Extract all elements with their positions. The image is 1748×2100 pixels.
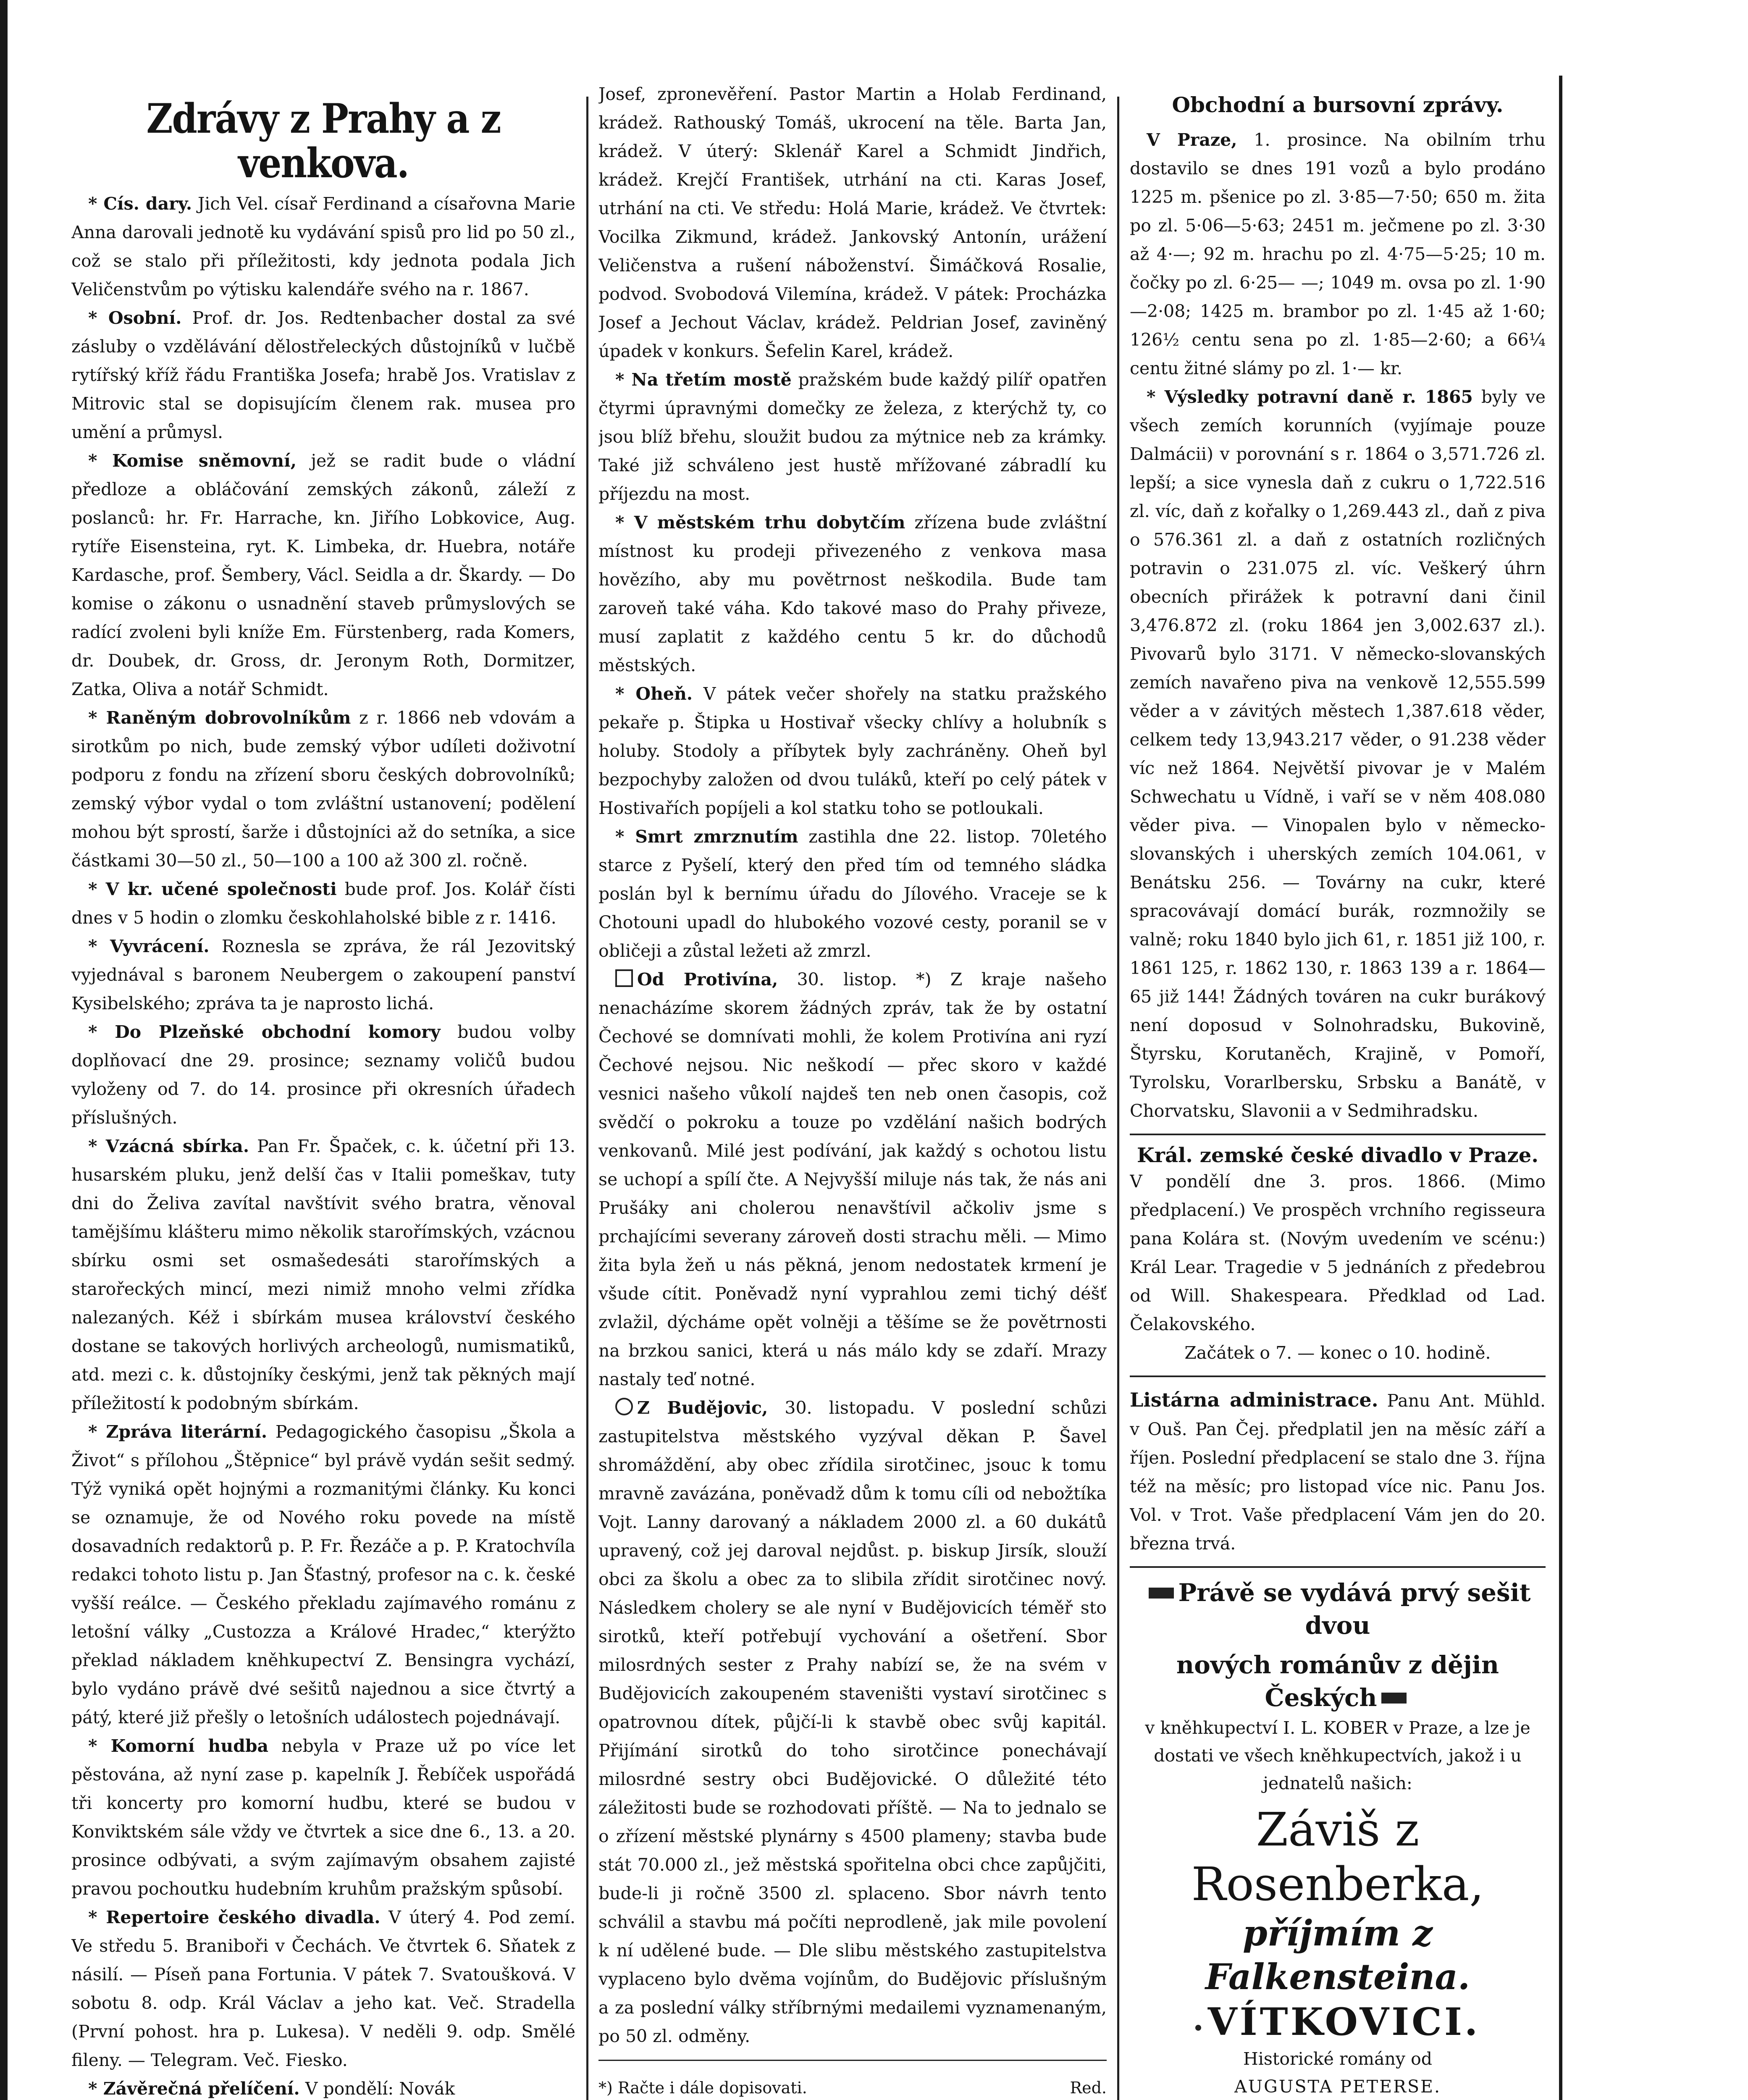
bullet-icon bbox=[1195, 2025, 1201, 2031]
column-rule bbox=[586, 97, 588, 2100]
asterisk-marker-icon: * bbox=[88, 451, 113, 471]
news-item-text: zřízena bude zvláštní místnost ku prodeji přivezeného z venkova masa hovězího, aby mu povětrnost neškodila. Bude tam zaroveň také váha. Kdo takové maso do Prahy přiveze, musí zaplatit z každého centu 5 kr. do důchodů městských. bbox=[598, 512, 1107, 675]
news-item bbox=[71, 1903, 575, 2074]
asterisk-marker-icon: * bbox=[615, 370, 632, 390]
advert-book-subtitle: příjmím z Falkensteina. bbox=[1205, 1912, 1470, 1998]
news-item-text: Pan Fr. Špaček, c. k. účetní při 13. husarském pluku, jenž delší čas v Italii pomeškav, tuty dni do Želiva zavítal navštívit svého bratra, věnoval tamějšímu klášteru mimo několik starořímských, vzácnou sbírku osmi set osmašedesáti starořímských a starořeckých mincí, mezi nimiž mnoho velmi zřídka nalezaných. Kéž i sbírkám musea království českého dostane se takových horlivých archeologů, numismatiků, atd. mezi c. k. důstojníky českými, jenž tak pěkných mají příležitostí k podobným sbírkám. bbox=[71, 1136, 575, 1414]
news-item bbox=[71, 1132, 575, 1418]
advert-second-title bbox=[1130, 1999, 1546, 2045]
advert-line: Právě se vydává prvý sešit dvou bbox=[1178, 1578, 1531, 1640]
asterisk-marker-icon: * bbox=[88, 308, 108, 328]
news-item bbox=[598, 822, 1107, 965]
news-item-heading: Smrt zmrznutím bbox=[635, 827, 798, 847]
footnote-signature: Red. bbox=[1070, 2079, 1107, 2097]
news-item bbox=[598, 1394, 1107, 2050]
news-item-heading: Oheň. bbox=[635, 684, 693, 704]
news-item bbox=[71, 2074, 575, 2100]
theatre-times: Začátek o 7. — konec o 10. hodině. bbox=[1184, 1343, 1491, 1363]
news-item-text: V pondělí: Novák bbox=[305, 2079, 455, 2099]
admin-text: Panu Ant. Mühld. v Ouš. Pan Čej. předplatil jen na měsíc září a říjen. Poslední předplacení se stalo dne 3. října též na měsíc; pro listopad více nic. Panu Jos. Vol. v Trot. Vaše předplacení Vám jen do 20. března trvá. bbox=[1130, 1391, 1546, 1554]
asterisk-marker-icon: * bbox=[1147, 387, 1165, 407]
news-item bbox=[71, 932, 575, 1018]
news-item-text: 1. prosince. Na obilním trhu dostavilo se dnes 191 vozů a bylo prodáno 1225 m. pšenice po zl. 3·85—7·50; 650 m. žita po zl. 5·06—5·63; 2451 m. ječmene po zl. 3·30 až 4·—; 92 m. hrachu po zl. 4·75—5·25; 10 m. čočky po zl. 6·25— —; 1049 m. ovsa po zl. 1·90—2·08; 1425 m. brambor po zl. 1·45 až 1·60; 126½ centu sena po zl. 1·85—2·60; a 66¼ centu žitné slámy po zl. 1·— kr. bbox=[1130, 130, 1546, 378]
column-commerce bbox=[1130, 80, 1546, 2100]
news-item-heading: Zpráva literární. bbox=[106, 1422, 268, 1442]
news-item-text: jež se radit bude o vládní předloze a obláčování zemských zákonů, záleží z poslanců: hr. Fr. Harrache, kn. Jiřího Lobkovice, Aug. rytíře Eisensteina, ryt. K. Limbeka, dr. Huebra, notáře Kardasche, prof. Šembery, Václ. Seidla a dr. Škardy. — Do komise o zákonu o usnadnění staveb průmyslových se radící zvoleni byli kníže Em. Fürstenberg, rada Komers, dr. Doubek, dr. Gross, dr. Jeronym Roth, Dormitzer, Zatka, Oliva a notář Schmidt. bbox=[71, 451, 575, 700]
news-item bbox=[71, 1418, 575, 1732]
news-item-heading: Repertoire českého divadla. bbox=[106, 1907, 381, 1928]
news-item bbox=[598, 365, 1107, 508]
divider bbox=[598, 2060, 1107, 2061]
admin-heading: Listárna administrace. bbox=[1130, 1389, 1378, 1411]
divider bbox=[1130, 1566, 1546, 1568]
footnote bbox=[598, 2074, 1107, 2100]
news-list bbox=[71, 189, 575, 2100]
section-title: Zdrávy z Prahy a z venkova. bbox=[146, 95, 501, 187]
news-item bbox=[598, 508, 1107, 680]
news-item bbox=[71, 1018, 575, 1132]
advert-headline bbox=[1130, 1576, 1546, 1642]
news-item-heading: Do Plzeňské obchodní komory bbox=[115, 1022, 441, 1042]
news-item-text: byly ve všech zemích korunních (vyjímaje pouze Dalmácii) v porovnání s r. 1864 o 3,571.726 zl. lepší; a sice vynesla daň z cukru o 1,722.516 zl. víc, daň z kořalky o 1,269.443 zl., daň z piva o 576.361 zl. a daň z ostatních rozličných potravin o 231.075 zl. víc. Veškerý úhrn obecních přirážek k potravní dani činil 3,476.872 zl. (roku 1864 jen 3,002.637 zl.). Pivovarů bylo 3171. V německo-slovanských zemích navařeno piva na venkově 12,555.599 věder a v závitých městech 1,387.618 věder, celkem tedy 13,943.217 věder, o 91.238 věder víc než 1864. Největší pivovar je v Malém Schwechatu u Vídně, i vaří se v něm 408.080 věder piva. — Vinopalen bylo v německo-slovanských i uherských zemích 104.061, v Benátsku 256. — Továrny na cukr, které spracovávají domácí burák, rozmnožily se valně; roku 1840 bylo jich 61, r. 1851 již 100, r. 1861 125, r. 1862 130, r. 1863 139 a r. 1864—65 již 144! Žádných továren na cukr burákový není doposud v Solnohradsku, Bukovině, Štyrsku, Korutaněch, Krajině, v Pomoří, Tyrolsku, Vorarlbersku, Srbsku a Banátě, v Chorvatsku, Slavonii a v Sedmihradsku. bbox=[1130, 387, 1546, 1121]
news-item-heading: Cís. dary. bbox=[103, 194, 192, 214]
news-list bbox=[598, 365, 1107, 2050]
circle-marker-icon bbox=[615, 1398, 633, 1415]
news-item bbox=[71, 446, 575, 704]
scan-border-right bbox=[1559, 76, 1562, 2100]
news-list bbox=[1130, 126, 1546, 1125]
asterisk-marker-icon: * bbox=[88, 708, 106, 728]
news-item-text: bude prof. Jos. Kolář čísti dnes v 5 hodin o zlomku českohlaholské bible z r. 1416. bbox=[71, 879, 575, 928]
news-item-heading: V městském trhu dobytčím bbox=[634, 512, 905, 533]
advert-second-title-text: VÍTKOVICI. bbox=[1207, 2000, 1480, 2044]
court-list-continued: Josef, zpronevěření. Pastor Martin a Holab Ferdinand, krádež. Rathouský Tomáš, ukrocení na těle. Barta Jan, krádež. V úterý: Sklenář Karel a Schmidt Jindřich, krádež. Krejčí František, utrhání na cti. Karas Josef, utrhání na cti. Ve středu: Holá Marie, krádež. Ve čtvrtek: Vocilka Zikmund, krádež. Jankovský Antonín, urážení Veličenstva a rušení náboženství. Šimáčková Rosalie, podvod. Svobodová Vilemína, krádež. V pátek: Procházka Josef a Jechout Václav, krádež. Peldrian Josef, zaviněný úpadek v konkurs. Šefelin Karel, krádež. bbox=[598, 84, 1107, 361]
news-item bbox=[71, 189, 575, 304]
asterisk-marker-icon: * bbox=[88, 1907, 106, 1928]
news-item-heading: Vzácná sbírka. bbox=[105, 1136, 249, 1157]
theatre-heading: Král. zemské české divadlo v Praze. bbox=[1136, 1144, 1539, 1167]
news-item-heading: V Praze, bbox=[1147, 130, 1237, 150]
asterisk-marker-icon: * bbox=[88, 194, 104, 214]
asterisk-marker-icon: * bbox=[615, 512, 634, 533]
news-item bbox=[71, 1732, 575, 1903]
news-item-heading: Raněným dobrovolníkům bbox=[106, 708, 351, 728]
news-item-text: 30. listopadu. V poslední schůzi zastupitelstva městského vyzýval děkan P. Šavel shromáždění, aby obec zřídila sirotčinec, jsouc k tomu mravně zavázána, poněvadž dům k tomu cíli od nebožtíka Vojt. Lanny darovaný a nákladem 2000 zl. a 60 dukátů upravený, což jej daroval nejdůst. p. biskup Jirsík, slouží obci za školu a obec za to slibila zřídit sirotčinec nový. Následkem cholery se ale nyní v Budějovicích téměř sto sirotků, kteří potřebují vychování a ošetření. Sbor milosrdných sester z Prahy nabízí se, že na svém v Budějovicích zakoupeném staveništi vystaví sirotčinec s opatrovnou dítek, půjčí-li k stavbě obec svůj kapitál. Přijímání sirotků do toho sirotčince ponechávají milosrdné sestry obci Budějovické. O důležité této záležitosti bude se rozhodovati příště. — Na to jednalo se o zřízení městské plynárny s 4500 plameny; stavba bude stát 70.000 zl., jež městská spořitelna obci chce zapůjčiti, bude-li ji ročně 3500 zl. splaceno. Sbor návrh tento schválil a stavbu má počíti neprodleně, jak mile povolení k ní udělené bude. — Dle slibu městského zastupitelstva vyplaceno bylo dvěma vojínům, do Budějovic příslušným a za poslední války stříbrnými medailemi vyznamenaným, po 50 zl. odměny. bbox=[598, 1398, 1107, 2046]
asterisk-marker-icon: * bbox=[88, 2079, 103, 2099]
advert-publisher: v kněhkupectví I. L. KOBER v Praze, a lze je dostati ve všech kněhkupectvích, jakož i u jednatelů našich: bbox=[1145, 1718, 1530, 1793]
news-item-text: Roznesla se zpráva, že rál Jezovitský vyjednával s baronem Neubergem o zakoupení panství Kysibelského; zpráva ta je naprosto lichá. bbox=[71, 936, 575, 1014]
news-item-heading: Osobní. bbox=[108, 308, 182, 328]
news-item-text: pražském bude každý pilíř opatřen čtyrmi úpravnými domečky ze železa, z kterýchž ty, co jsou blíž břehu, sloužit budou za mýtnice neb za krámky. Také již schváleno jest hustě mřížované zábradlí ku příjezdu na most. bbox=[598, 370, 1107, 504]
asterisk-marker-icon: * bbox=[615, 827, 635, 847]
column-rule bbox=[1117, 97, 1119, 2100]
asterisk-marker-icon: * bbox=[88, 879, 106, 900]
news-item-heading: Na třetím mostě bbox=[631, 370, 792, 390]
footnote-text: *) Račte i dále dopisovati. bbox=[598, 2079, 807, 2097]
news-item-heading: V kr. učené společnosti bbox=[105, 879, 337, 900]
news-item-heading: Vyvrácení. bbox=[110, 936, 210, 957]
square-marker-icon bbox=[615, 969, 633, 987]
news-item-heading: Komorní hudba bbox=[110, 1736, 269, 1756]
theatre-announcement: V pondělí dne 3. pros. 1866. (Mimo předplacení.) Ve prospěch vrchního regisseura pana Kolára st. (Novým uvedením ve scénu:) Král Lear. Tragedie v 5 jednáních z předebrou od Will. Shakespeara. Předklad od Lad. Čelakovského. bbox=[1130, 1171, 1546, 1334]
admin-notice bbox=[1130, 1386, 1546, 1558]
pointing-hand-icon bbox=[1381, 1693, 1407, 1704]
asterisk-marker-icon: * bbox=[615, 684, 636, 704]
divider bbox=[1130, 1134, 1546, 1135]
divider bbox=[1130, 1376, 1546, 1377]
news-item-text: V pátek večer shořely na statku pražského pekaře p. Štipka u Hostivař všecky chlívy a holubník s holuby. Stodoly a příbytek byly zachráněny. Oheň byl bezpochyby založen od dvou tuláků, kteří po celý pátek v Hostivařích popíjeli a kol statku toho se potloukali. bbox=[598, 684, 1107, 818]
news-item bbox=[71, 304, 575, 446]
news-item bbox=[71, 704, 575, 875]
news-item bbox=[1130, 126, 1546, 383]
advert-headline bbox=[1130, 1648, 1546, 1714]
news-item bbox=[1130, 383, 1546, 1125]
news-item-text: nebyla v Praze už po více let pěstována, až nyní zase p. kapelník J. Řebíček uspořádá tři koncerty pro komorní hudbu, které se budou v Konviktském sále vždy ve čtvrtek a sice dne 6., 13. a 20. prosince odbývati, a svým zajímavým obsahem zajisté pravou pochoutku hudebním kruhům pražským spůsobí. bbox=[71, 1736, 575, 1899]
asterisk-marker-icon: * bbox=[88, 1736, 111, 1756]
news-item-text: z r. 1866 neb vdovám a sirotkům po nich, bude zemský výbor udíleti doživotní podporu z fondu na zřízení sboru českých dobrovolníků; zemský výbor vydal o tom zvláštní ustanovení; podělení mohou být sprostí, šarže i důstojníci až do setníka, a sice částkami 30—50 zl., 50—100 a 100 až 300 zl. ročně. bbox=[71, 708, 575, 871]
advert-line: nových románův z dějin Českých bbox=[1176, 1651, 1499, 1712]
asterisk-marker-icon: * bbox=[88, 1422, 106, 1442]
news-item-text: Prof. dr. Jos. Redtenbacher dostal za své zásluby o vzdělávání dělostřeleckých důstojníků v lučbě rytířský kříž řádu Františka Josefa; hrabě Jos. Vratislav z Mitrovic stal se dopisujícím členem rak. musea pro umění a průmysl. bbox=[71, 308, 575, 443]
news-item-text: zastihla dne 22. listop. 70letého starce z Pyšelí, který den před tím od temného sládka poslán byl k bernímu úřadu do Jílového. Vraceje se k Chotouni upadl do hlubokého vozové cesty, poranil se v obličeji a zůstal ležeti až zmrzl. bbox=[598, 827, 1107, 961]
section-title: Obchodní a bursovní zprávy. bbox=[1172, 92, 1504, 117]
news-item-text: budou volby doplňovací dne 29. prosince; seznamy voličů budou vyloženy od 7. do 14. prosince při okresních úřadech příslušných. bbox=[71, 1022, 575, 1128]
news-item-heading: Závěrečná přelíčení. bbox=[103, 2079, 300, 2099]
news-item-heading: Z Budějovic, bbox=[637, 1398, 768, 1418]
advert-author: AUGUSTA PETERSE. bbox=[1234, 2076, 1441, 2097]
advert-genre: Historické romány od bbox=[1243, 2049, 1433, 2069]
news-item-text: Jich Vel. císař Ferdinand a císařovna Marie Anna darovali jednotě ku vydávání spisů pro lid po 50 zl., což se stalo při příležitosti, kdy jednota podala Jich Veličenstvům po výtisku kalendáře svého na r. 1867. bbox=[71, 194, 575, 300]
news-item-text: Pedagogického časopisu „Škola a Život“ s přílohou „Štěpnice“ byl právě vydán sešit sedmý. Týž vyniká opět hojnými a rozmanitými články. Ku konci se oznamuje, že od Nového roku povede na místě dosavadních redaktorů p. P. Fr. Řezáče a p. P. Kratochvíla redakci tohoto listu p. Jan Šťastný, profesor na c. k. české vyšší reálce. — Českého překladu zajímavého románu z letošní války „Custozza a Králové Hradec,“ kterýžto překlad nákladem kněhkupectví Z. Bensingra vychází, bylo vydáno právě dvé sešitů najednou a sice čtvrtý a pátý, které již přešly o letošních událostech pojednávají. bbox=[71, 1422, 575, 1728]
news-item-text: 30. listop. *) Z kraje našeho nenacházíme skorem žádných zpráv, tak že by ostatní Čechové se domnívati mohli, že kolem Protivína ani ryzí Čechové nejsou. Nic neškodí — přec skoro v každé vesnici našeho vůkolí najdeš ten neb onen časopis, což svědčí o pokroku a touze po vzdělání našich bodrých venkovanů. Milé jest podívání, jak každý s ochotou listu se uchopí a spílí čte. A Nejvyšší miluje nás tak, že nás ani Prušáky ani cholerou nenavštívil ačkoliv jsme s prchajícími severany zároveň dosti strachu měli. — Mimo žita byla žeň u nás pěkná, jenom nedostatek krmení je všude cítit. Poněvadž nyní vyprahlou zemi tichý déšť zvlažil, dýcháme opět volněji a těšíme se že povětrnosti na brzkou sanici, která u nás málo kdy se zdaří. Mrazy nastaly teď notné. bbox=[598, 969, 1107, 1389]
news-item-heading: Výsledky potravní daně r. 1865 bbox=[1164, 387, 1473, 407]
scan-border-left bbox=[0, 0, 8, 2100]
news-item bbox=[598, 965, 1107, 1394]
news-item-heading: Komise sněmovní, bbox=[112, 451, 297, 471]
pointing-hand-icon bbox=[1149, 1588, 1174, 1599]
news-item bbox=[598, 680, 1107, 822]
news-item-heading: Od Protivína, bbox=[637, 969, 778, 990]
advert-book-title: Záviš z Rosenberka, bbox=[1191, 1803, 1484, 1911]
news-item-text: V úterý 4. Pod zemí. Ve středu 5. Braniboři v Čechách. Ve čtvrtek 6. Sňatek z násilí. — Píseň pana Fortunia. V pátek 7. Svatoušková. V sobotu 8. odp. Král Václav a jeho kat. Več. Stradella (První pohost. hra p. Lukesa). V neděli 9. odp. Smělé fileny. — Telegram. Več. Fiesko. bbox=[71, 1907, 575, 2071]
column-local-news bbox=[71, 80, 575, 2100]
asterisk-marker-icon: * bbox=[88, 1136, 106, 1157]
column-court-and-letters bbox=[598, 80, 1107, 2100]
asterisk-marker-icon: * bbox=[88, 1022, 115, 1042]
asterisk-marker-icon: * bbox=[88, 936, 110, 957]
news-item bbox=[71, 875, 575, 932]
